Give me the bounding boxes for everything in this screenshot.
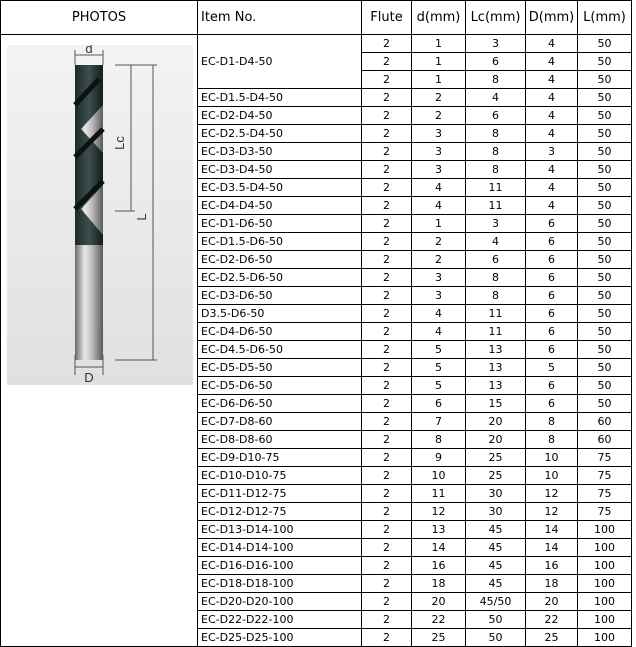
item-no-cell: EC-D8-D8-60 — [198, 431, 362, 449]
cell-l: 50 — [578, 71, 632, 89]
cell-big-d: 6 — [526, 215, 578, 233]
header-l: L(mm) — [578, 1, 632, 35]
cell-big-d: 4 — [526, 125, 578, 143]
photo-cell — [1, 35, 198, 647]
cell-big-d: 4 — [526, 53, 578, 71]
cell-l: 100 — [578, 575, 632, 593]
cell-l: 75 — [578, 449, 632, 467]
cell-flute: 2 — [362, 35, 412, 53]
cell-d: 2 — [412, 107, 466, 125]
cell-flute: 2 — [362, 215, 412, 233]
cell-flute: 2 — [362, 539, 412, 557]
item-no-cell: EC-D7-D8-60 — [198, 413, 362, 431]
cell-big-d: 14 — [526, 539, 578, 557]
cell-big-d: 6 — [526, 305, 578, 323]
cell-lc: 30 — [466, 485, 526, 503]
cell-flute: 2 — [362, 125, 412, 143]
cell-lc: 25 — [466, 467, 526, 485]
cell-big-d: 12 — [526, 503, 578, 521]
cell-big-d: 14 — [526, 521, 578, 539]
cell-lc: 45/50 — [466, 593, 526, 611]
item-no-cell: EC-D12-D12-75 — [198, 503, 362, 521]
header-d: d(mm) — [412, 1, 466, 35]
item-no-cell: EC-D4-D4-50 — [198, 197, 362, 215]
item-no-cell: EC-D3.5-D4-50 — [198, 179, 362, 197]
cell-lc: 8 — [466, 143, 526, 161]
cell-lc: 13 — [466, 359, 526, 377]
item-no-cell: EC-D11-D12-75 — [198, 485, 362, 503]
cell-big-d: 4 — [526, 71, 578, 89]
cell-lc: 8 — [466, 71, 526, 89]
cell-big-d: 4 — [526, 197, 578, 215]
cell-lc: 20 — [466, 431, 526, 449]
cell-big-d: 25 — [526, 629, 578, 647]
item-no-cell: D3.5-D6-50 — [198, 305, 362, 323]
item-no-cell: EC-D16-D16-100 — [198, 557, 362, 575]
cell-d: 6 — [412, 395, 466, 413]
cell-big-d: 18 — [526, 575, 578, 593]
cell-d: 1 — [412, 35, 466, 53]
cell-lc: 50 — [466, 611, 526, 629]
cell-lc: 8 — [466, 269, 526, 287]
cell-l: 50 — [578, 161, 632, 179]
cell-big-d: 6 — [526, 395, 578, 413]
end-mill-diagram — [7, 45, 193, 385]
item-no-cell: EC-D5-D5-50 — [198, 359, 362, 377]
item-no-cell: EC-D3-D6-50 — [198, 287, 362, 305]
item-no-cell: EC-D2.5-D6-50 — [198, 269, 362, 287]
cell-flute: 2 — [362, 413, 412, 431]
cell-big-d: 5 — [526, 359, 578, 377]
cell-l: 60 — [578, 431, 632, 449]
cell-d: 5 — [412, 341, 466, 359]
cell-flute: 2 — [362, 143, 412, 161]
cell-big-d: 10 — [526, 467, 578, 485]
cell-lc: 45 — [466, 521, 526, 539]
cell-l: 100 — [578, 629, 632, 647]
cell-flute: 2 — [362, 305, 412, 323]
cell-l: 50 — [578, 107, 632, 125]
cell-l: 50 — [578, 53, 632, 71]
cell-lc: 13 — [466, 377, 526, 395]
cell-l: 100 — [578, 593, 632, 611]
cell-flute: 2 — [362, 269, 412, 287]
item-no-cell: EC-D2-D4-50 — [198, 107, 362, 125]
item-no-cell: EC-D10-D10-75 — [198, 467, 362, 485]
cell-flute: 2 — [362, 179, 412, 197]
cell-d: 2 — [412, 251, 466, 269]
cell-lc: 3 — [466, 35, 526, 53]
item-no-cell: EC-D14-D14-100 — [198, 539, 362, 557]
cell-lc: 45 — [466, 575, 526, 593]
cell-flute: 2 — [362, 377, 412, 395]
header-big-d: D(mm) — [526, 1, 578, 35]
cell-l: 60 — [578, 413, 632, 431]
cell-flute: 2 — [362, 107, 412, 125]
cell-d: 3 — [412, 269, 466, 287]
cell-d: 16 — [412, 557, 466, 575]
header-flute: Flute — [362, 1, 412, 35]
cell-big-d: 10 — [526, 449, 578, 467]
cell-d: 1 — [412, 53, 466, 71]
cell-l: 50 — [578, 125, 632, 143]
cell-l: 50 — [578, 251, 632, 269]
cell-d: 13 — [412, 521, 466, 539]
item-no-cell: EC-D1.5-D4-50 — [198, 89, 362, 107]
cell-l: 100 — [578, 611, 632, 629]
cell-d: 4 — [412, 305, 466, 323]
cell-flute: 2 — [362, 341, 412, 359]
cell-l: 75 — [578, 467, 632, 485]
cell-flute: 2 — [362, 575, 412, 593]
cell-big-d: 6 — [526, 251, 578, 269]
cell-l: 50 — [578, 305, 632, 323]
cell-flute: 2 — [362, 359, 412, 377]
item-no-cell: EC-D3-D3-50 — [198, 143, 362, 161]
cell-big-d: 16 — [526, 557, 578, 575]
cell-l: 100 — [578, 521, 632, 539]
cell-lc: 6 — [466, 53, 526, 71]
cell-lc: 25 — [466, 449, 526, 467]
cell-flute: 2 — [362, 485, 412, 503]
cell-d: 9 — [412, 449, 466, 467]
cell-flute: 2 — [362, 251, 412, 269]
cell-d: 10 — [412, 467, 466, 485]
cell-l: 50 — [578, 341, 632, 359]
cell-l: 50 — [578, 233, 632, 251]
cell-big-d: 4 — [526, 35, 578, 53]
cell-l: 50 — [578, 359, 632, 377]
cell-big-d: 6 — [526, 287, 578, 305]
cell-lc: 11 — [466, 305, 526, 323]
label-l: L — [134, 213, 149, 221]
cell-flute: 2 — [362, 521, 412, 539]
cell-flute: 2 — [362, 89, 412, 107]
cell-flute: 2 — [362, 503, 412, 521]
cell-d: 11 — [412, 485, 466, 503]
cell-lc: 8 — [466, 287, 526, 305]
cell-lc: 6 — [466, 107, 526, 125]
cell-lc: 3 — [466, 215, 526, 233]
table-row — [1, 35, 632, 53]
item-no-cell: EC-D20-D20-100 — [198, 593, 362, 611]
cell-lc: 4 — [466, 89, 526, 107]
cell-flute: 2 — [362, 467, 412, 485]
item-no-cell: EC-D1-D4-50 — [198, 35, 362, 89]
cell-d: 3 — [412, 143, 466, 161]
cell-big-d: 4 — [526, 161, 578, 179]
cell-l: 50 — [578, 179, 632, 197]
cell-d: 4 — [412, 179, 466, 197]
cell-big-d: 4 — [526, 89, 578, 107]
cell-big-d: 12 — [526, 485, 578, 503]
cell-flute: 2 — [362, 287, 412, 305]
header-row — [1, 1, 632, 35]
header-item-no: Item No. — [198, 1, 362, 35]
cell-big-d: 4 — [526, 107, 578, 125]
cell-lc: 11 — [466, 197, 526, 215]
item-no-cell: EC-D1-D6-50 — [198, 215, 362, 233]
cell-l: 50 — [578, 143, 632, 161]
cell-l: 75 — [578, 485, 632, 503]
cell-flute: 2 — [362, 629, 412, 647]
item-no-cell: EC-D2-D6-50 — [198, 251, 362, 269]
cell-d: 3 — [412, 287, 466, 305]
cell-flute: 2 — [362, 395, 412, 413]
cell-d: 2 — [412, 89, 466, 107]
cell-d: 3 — [412, 161, 466, 179]
cell-d: 8 — [412, 431, 466, 449]
cell-l: 50 — [578, 323, 632, 341]
cell-d: 3 — [412, 125, 466, 143]
cell-big-d: 22 — [526, 611, 578, 629]
cell-l: 100 — [578, 539, 632, 557]
cell-l: 50 — [578, 287, 632, 305]
item-no-cell: EC-D25-D25-100 — [198, 629, 362, 647]
header-photos: PHOTOS — [1, 1, 198, 35]
cell-big-d: 8 — [526, 431, 578, 449]
cell-l: 75 — [578, 503, 632, 521]
item-no-cell: EC-D9-D10-75 — [198, 449, 362, 467]
item-no-cell: EC-D22-D22-100 — [198, 611, 362, 629]
cell-d: 14 — [412, 539, 466, 557]
cell-d: 25 — [412, 629, 466, 647]
item-no-cell: EC-D2.5-D4-50 — [198, 125, 362, 143]
cell-big-d: 6 — [526, 341, 578, 359]
cell-d: 1 — [412, 215, 466, 233]
cell-flute: 2 — [362, 233, 412, 251]
item-no-cell: EC-D6-D6-50 — [198, 395, 362, 413]
end-mill-photo — [7, 45, 193, 385]
cell-d: 1 — [412, 71, 466, 89]
cell-flute: 2 — [362, 323, 412, 341]
cell-flute: 2 — [362, 611, 412, 629]
cell-l: 50 — [578, 215, 632, 233]
item-no-cell: EC-D18-D18-100 — [198, 575, 362, 593]
item-no-cell: EC-D5-D6-50 — [198, 377, 362, 395]
cell-flute: 2 — [362, 71, 412, 89]
cell-flute: 2 — [362, 197, 412, 215]
item-no-cell: EC-D4-D6-50 — [198, 323, 362, 341]
item-no-cell: EC-D3-D4-50 — [198, 161, 362, 179]
cell-d: 22 — [412, 611, 466, 629]
cell-flute: 2 — [362, 449, 412, 467]
cell-l: 50 — [578, 269, 632, 287]
cell-flute: 2 — [362, 53, 412, 71]
cell-lc: 45 — [466, 539, 526, 557]
header-lc: Lc(mm) — [466, 1, 526, 35]
cell-lc: 50 — [466, 629, 526, 647]
cell-big-d: 6 — [526, 323, 578, 341]
cell-l: 100 — [578, 557, 632, 575]
cell-l: 50 — [578, 89, 632, 107]
cell-lc: 4 — [466, 233, 526, 251]
cell-lc: 45 — [466, 557, 526, 575]
label-big-d: D — [84, 370, 94, 385]
cell-lc: 8 — [466, 161, 526, 179]
item-no-cell: EC-D13-D14-100 — [198, 521, 362, 539]
cell-lc: 11 — [466, 323, 526, 341]
cell-l: 50 — [578, 395, 632, 413]
cell-d: 5 — [412, 359, 466, 377]
cell-l: 50 — [578, 377, 632, 395]
label-lc: Lc — [112, 136, 127, 150]
cell-flute: 2 — [362, 431, 412, 449]
cell-lc: 6 — [466, 251, 526, 269]
cell-big-d: 3 — [526, 143, 578, 161]
cell-flute: 2 — [362, 593, 412, 611]
cell-lc: 13 — [466, 341, 526, 359]
label-d: d — [85, 45, 93, 56]
cell-l: 50 — [578, 35, 632, 53]
item-no-cell: EC-D1.5-D6-50 — [198, 233, 362, 251]
cell-d: 4 — [412, 197, 466, 215]
cell-flute: 2 — [362, 557, 412, 575]
cell-d: 18 — [412, 575, 466, 593]
cell-big-d: 20 — [526, 593, 578, 611]
cell-d: 5 — [412, 377, 466, 395]
cell-big-d: 6 — [526, 377, 578, 395]
cell-big-d: 6 — [526, 269, 578, 287]
cell-lc: 11 — [466, 179, 526, 197]
cell-d: 4 — [412, 323, 466, 341]
cell-d: 7 — [412, 413, 466, 431]
cell-big-d: 8 — [526, 413, 578, 431]
cell-d: 12 — [412, 503, 466, 521]
cell-big-d: 4 — [526, 179, 578, 197]
cell-lc: 8 — [466, 125, 526, 143]
cell-d: 20 — [412, 593, 466, 611]
cell-d: 2 — [412, 233, 466, 251]
cell-l: 50 — [578, 197, 632, 215]
item-no-cell: EC-D4.5-D6-50 — [198, 341, 362, 359]
cell-big-d: 6 — [526, 233, 578, 251]
cell-flute: 2 — [362, 161, 412, 179]
cell-lc: 30 — [466, 503, 526, 521]
cell-lc: 20 — [466, 413, 526, 431]
cell-lc: 15 — [466, 395, 526, 413]
